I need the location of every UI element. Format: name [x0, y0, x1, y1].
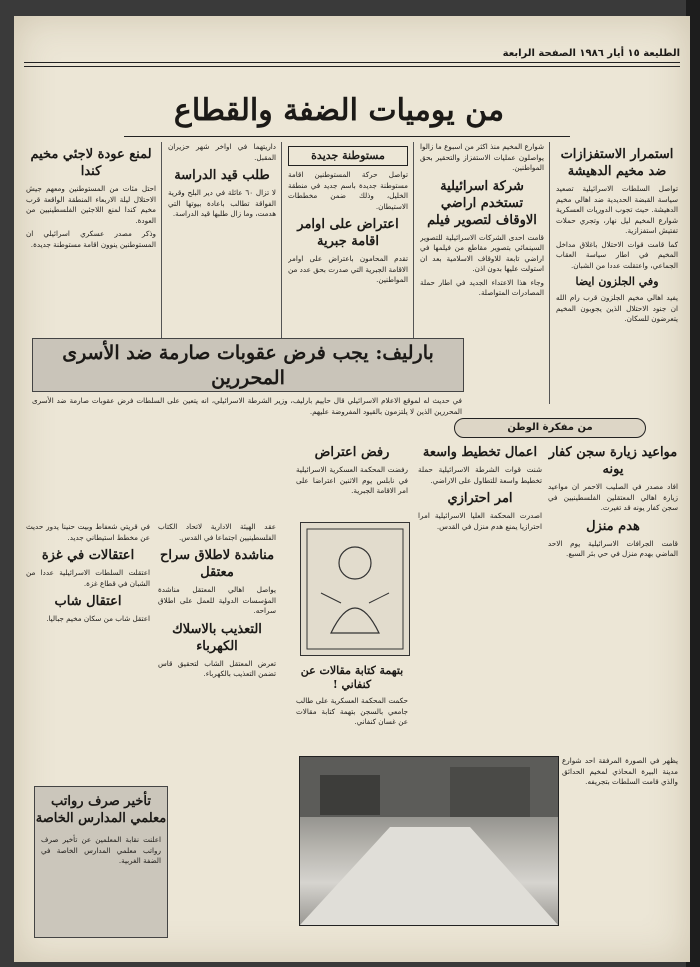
paragraph: شوارع المخيم منذ اكثر من اسبوع ما زالوا يواصلون عمليات الاستفزاز والتحقير بحق المواطنين. [420, 142, 544, 172]
paragraph: اعلنت نقابة المعلمين عن تأخير صرف رواتب معلمي المدارس الخاصة في الضفة الغربية. [41, 835, 161, 865]
headline: بتهمة كتابة مقالات عن كنفاني ! [300, 664, 404, 691]
headline: رفض اعتراض [314, 445, 390, 460]
paragraph: تواصل حركة المستوطنين اقامة مستوطنة جديدة باسم جديد في منطقة الخليل، وذلك ضمن مخططات الاستيطان. [288, 170, 408, 211]
column-divider [549, 142, 550, 404]
column-1 [556, 142, 678, 404]
photo-caption: يظهر في الصورة المرفقة احد شوارع مدينة البيرة المحاذي لمخيم الحدائق والذي قامت السلطات بتجريفه. [562, 756, 678, 786]
paragraph: اعتقلت السلطات الاسرائيلية عددا من الشبان في قطاع غزة. [26, 568, 150, 588]
column-b3-lower [296, 660, 408, 750]
column-divider [281, 142, 282, 342]
column-divider [161, 142, 162, 342]
paragraph: تعرض المعتقل الشاب لتحقيق قاس تضمن التعذيب بالكهرباء. [158, 658, 276, 678]
header-rule-2 [24, 66, 680, 67]
paragraph: عقد الهيئة الادارية لاتحاد الكتاب الفلسطينيين اجتماعا في القدس. [158, 522, 276, 542]
paragraph: يفيد اهالي مخيم الجلزون قرب رام الله ان جنود الاحتلال الذين يجوبون المخيم يتعرضون للسكان. [556, 293, 678, 323]
header-rule [24, 62, 680, 63]
headline: مناشدة لاطلاق سراح معتقل [159, 548, 275, 580]
paragraph: كما قامت قوات الاحتلال باغلاق مداخل المخيم في اطار سياسة العقاب الجماعي، واعتقلت عددا من الشبان. [556, 239, 678, 270]
paragraph: قامت احدى الشركات الاسرائيلية للتصوير السينمائي بتصوير مقاطع من فيلمها في اراضي تابعة للاوقاف الاسلامية بعد ان استولت عليها بدون اذن. [420, 232, 544, 273]
paragraph: حكمت المحكمة العسكرية على طالب جامعي بالسجن بتهمة كتابة مقالات عن غسان كنفاني. [296, 696, 408, 726]
paragraph: لا تزال ٦٠ عائلة في دير البلح وقرية الفواقة تطالب باعادة بيوتها التي هدمت، وما زال طلبها قيد الدراسة. [168, 188, 276, 218]
paragraph: وجاء هذا الاعتداء الجديد في اطار حملة المصادرات المتواصلة. [420, 277, 544, 297]
headline: اعتقال شاب [54, 594, 122, 609]
headline: استمرار الاستفزازات ضد مخيم الدهيشة [560, 147, 674, 179]
headline: وفي الجلزون ايضا [575, 275, 659, 288]
headline: مواعيد زيارة سجن كفار يونه [548, 445, 678, 477]
paragraph: افاد مصدر في الصليب الاحمر ان مواعيد زيارة اهالي المعتقلين الفلسطينيين في سجن كفار يونه قد تغيرت. [548, 482, 678, 512]
column-b4 [158, 522, 276, 748]
column-b2 [418, 440, 542, 740]
headline: هدم منزل [586, 518, 640, 534]
paragraph: في قريتي شعفاط وبيت حنينا يدور حديث عن مخطط استيطاني جديد. [26, 522, 150, 542]
column-divider [413, 142, 414, 342]
masthead-title: من يوميات الضفة والقطاع [173, 93, 505, 128]
sketch-icon [301, 523, 409, 655]
street-photo [299, 756, 559, 926]
paragraph: تقدم المحامون باعتراض على اوامر الاقامة الجبرية التي صدرت بحق عدد من المواطنين. [288, 254, 408, 284]
paragraph: قامت الجرافات الاسرائيلية يوم الاحد الماضي بهدم منزل في حي بئر السبع. [548, 538, 678, 558]
paragraph: يواصل اهالي المعتقل مناشدة المؤسسات الدولية للعمل على اطلاق سراحه. [158, 585, 276, 615]
newspaper-page [14, 16, 690, 962]
column-b1 [548, 440, 678, 740]
paragraph: اعتقل شاب من سكان مخيم جباليا. [46, 614, 150, 623]
column-b5 [26, 522, 150, 772]
page-header [24, 44, 680, 62]
headline: اعتراض على اوامر اقامة جبرية [297, 217, 399, 249]
headline: اعتقالات في غزة [41, 548, 135, 563]
paragraph: تواصل السلطات الاسرائيلية تصعيد سياسة القبضة الحديدية ضد اهالي مخيم الدهيشة. حيث تجوب الدوريات العسكرية شوارع المخيم ليل نهار، وتجري حملات تفتيش استفزازية. [556, 184, 678, 235]
banner-article: في حديث له لموقع الاعلام الاسرائيلي قال حاييم بارليف، وزير الشرطة الاسرائيلي، انه يتعين على السلطات فرض عقوبات صارمة ضد الأسرى المحررين الذين لا يلتزمون بالقيود المفروضة عليهم. [32, 396, 462, 416]
sidebar-box [34, 786, 168, 938]
headline: لمنع عودة لاجئي مخيم كندا [30, 147, 152, 179]
banner-headline [32, 338, 464, 392]
column-4 [168, 142, 276, 342]
headline: التعذيب بالاسلاك الكهرباء [172, 621, 262, 654]
issue-line: الطليعة ١٥ أيار ١٩٨٦ الصفحة الرابعة [502, 48, 680, 59]
headline-box: مستوطنة جديدة [288, 146, 408, 166]
headline: طلب قيد الدراسة [174, 168, 270, 183]
banner-title: بارليف: يجب فرض عقوبات صارمة ضد الأسرى المحررين [62, 342, 434, 389]
paragraph: اصدرت المحكمة العليا الاسرائيلية امرا احترازيا يمنع هدم منزل في القدس. [418, 511, 542, 531]
paragraph: داريتهما في اواخر شهر حزيران المقبل. [168, 142, 276, 162]
headline: شركة اسرائيلية تستخدم اراضي الاوقاف لتصوير فيلم [427, 178, 537, 228]
section-title-notebook: من مفكرة الوطن [454, 418, 646, 438]
masthead-rule [124, 136, 570, 137]
photo-icon [300, 757, 558, 925]
column-3 [288, 142, 408, 342]
paragraph: شنت قوات الشرطة الاسرائيلية حملة تخطيط واسعة للتطاول على الاراضي. [418, 465, 542, 485]
illustration [300, 522, 410, 656]
paragraph: وذكر مصدر عسكري اسرائيلي ان المستوطنين ينوون اقامة مستوطنة جديدة. [26, 229, 156, 249]
headline: اعمال تخطيط واسعة [422, 445, 538, 460]
headline: امر احترازي [447, 491, 513, 506]
headline: تأخير صرف رواتب معلمي المدارس الخاصة [35, 794, 167, 826]
paragraph: رفضت المحكمة العسكرية الاسرائيلية في نابلس يوم الاثنين اعتراضا على امر الاقامة الجبرية. [296, 465, 408, 495]
column-5 [26, 142, 156, 328]
paragraph: احتل مئات من المستوطنين ومعهم جيش الاحتلال ليلة الاربعاء المنطقة الواقعة قرب مخيم كندا لمنع اللاجئين الفلسطينيين من العودة. [26, 184, 156, 225]
